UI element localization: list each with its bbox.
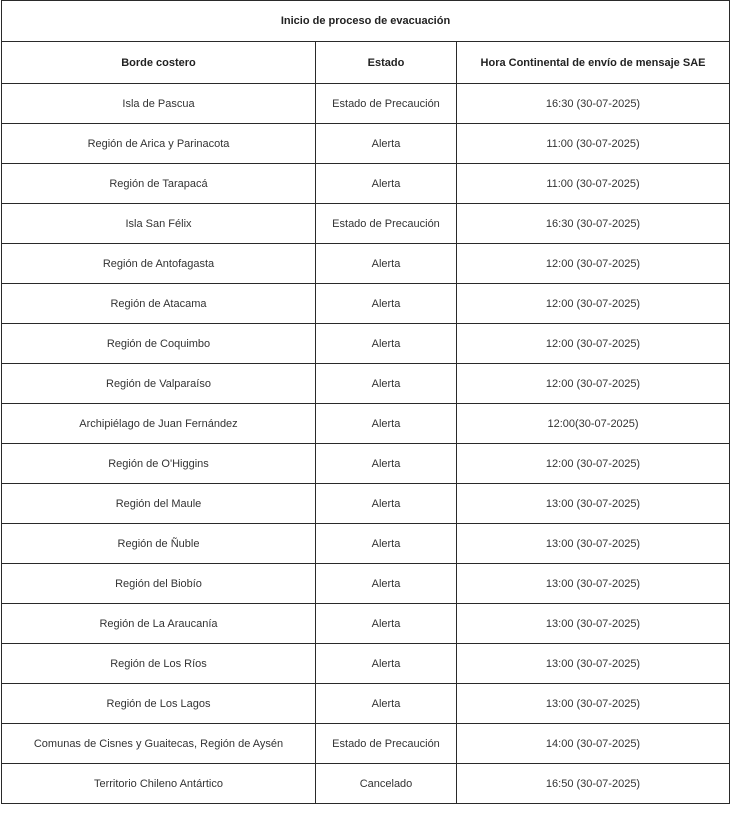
table-row — [2, 444, 730, 484]
estado-cell: Alerta — [316, 484, 457, 524]
borde-costero-cell: Región de Tarapacá — [2, 164, 316, 204]
table-row — [2, 364, 730, 404]
estado-cell: Cancelado — [316, 764, 457, 804]
borde-costero-cell: Región de La Araucanía — [2, 604, 316, 644]
table-row — [2, 124, 730, 164]
borde-costero-cell: Región de Antofagasta — [2, 244, 316, 284]
table-body — [2, 84, 730, 804]
table-row — [2, 684, 730, 724]
borde-costero-cell: Archipiélago de Juan Fernández — [2, 404, 316, 444]
table-row — [2, 604, 730, 644]
hora-cell: 16:30 (30-07-2025) — [457, 84, 730, 124]
hora-cell: 13:00 (30-07-2025) — [457, 564, 730, 604]
estado-cell: Alerta — [316, 324, 457, 364]
table-row — [2, 284, 730, 324]
estado-cell: Estado de Precaución — [316, 84, 457, 124]
hora-cell: 14:00 (30-07-2025) — [457, 724, 730, 764]
table-row — [2, 724, 730, 764]
estado-cell: Alerta — [316, 604, 457, 644]
borde-costero-cell: Región del Biobío — [2, 564, 316, 604]
hora-cell: 12:00 (30-07-2025) — [457, 284, 730, 324]
borde-costero-cell: Región de Ñuble — [2, 524, 316, 564]
table-title: Inicio de proceso de evacuación — [2, 1, 730, 42]
hora-cell: 13:00 (30-07-2025) — [457, 644, 730, 684]
table-row — [2, 764, 730, 804]
estado-cell: Estado de Precaución — [316, 724, 457, 764]
table-row — [2, 204, 730, 244]
hora-cell: 12:00 (30-07-2025) — [457, 324, 730, 364]
borde-costero-cell: Región de Atacama — [2, 284, 316, 324]
borde-costero-cell: Región de O'Higgins — [2, 444, 316, 484]
borde-costero-cell: Región de Coquimbo — [2, 324, 316, 364]
table-row — [2, 564, 730, 604]
table-row — [2, 164, 730, 204]
column-header-estado: Estado — [316, 42, 457, 84]
column-header-borde-costero: Borde costero — [2, 42, 316, 84]
hora-cell: 12:00 (30-07-2025) — [457, 364, 730, 404]
column-header-hora: Hora Continental de envío de mensaje SAE — [457, 42, 730, 84]
table-row — [2, 644, 730, 684]
borde-costero-cell: Región del Maule — [2, 484, 316, 524]
table-row — [2, 404, 730, 444]
hora-cell: 16:30 (30-07-2025) — [457, 204, 730, 244]
borde-costero-cell: Isla de Pascua — [2, 84, 316, 124]
hora-cell: 12:00 (30-07-2025) — [457, 444, 730, 484]
hora-cell: 13:00 (30-07-2025) — [457, 524, 730, 564]
borde-costero-cell: Territorio Chileno Antártico — [2, 764, 316, 804]
borde-costero-cell: Región de Arica y Parinacota — [2, 124, 316, 164]
table-title-row — [2, 1, 730, 42]
hora-cell: 12:00 (30-07-2025) — [457, 244, 730, 284]
hora-cell: 13:00 (30-07-2025) — [457, 484, 730, 524]
table-header-row — [2, 42, 730, 84]
table-row — [2, 484, 730, 524]
estado-cell: Alerta — [316, 284, 457, 324]
table-row — [2, 244, 730, 284]
hora-cell: 12:00(30-07-2025) — [457, 404, 730, 444]
hora-cell: 11:00 (30-07-2025) — [457, 164, 730, 204]
borde-costero-cell: Comunas de Cisnes y Guaitecas, Región de Aysén — [2, 724, 316, 764]
borde-costero-cell: Región de Los Lagos — [2, 684, 316, 724]
table-row — [2, 524, 730, 564]
borde-costero-cell: Isla San Félix — [2, 204, 316, 244]
hora-cell: 16:50 (30-07-2025) — [457, 764, 730, 804]
estado-cell: Alerta — [316, 164, 457, 204]
estado-cell: Alerta — [316, 364, 457, 404]
hora-cell: 13:00 (30-07-2025) — [457, 604, 730, 644]
estado-cell: Alerta — [316, 404, 457, 444]
estado-cell: Alerta — [316, 124, 457, 164]
estado-cell: Estado de Precaución — [316, 204, 457, 244]
table-row — [2, 324, 730, 364]
estado-cell: Alerta — [316, 644, 457, 684]
estado-cell: Alerta — [316, 444, 457, 484]
estado-cell: Alerta — [316, 564, 457, 604]
estado-cell: Alerta — [316, 684, 457, 724]
borde-costero-cell: Región de Los Ríos — [2, 644, 316, 684]
borde-costero-cell: Región de Valparaíso — [2, 364, 316, 404]
hora-cell: 11:00 (30-07-2025) — [457, 124, 730, 164]
evacuation-table — [1, 0, 730, 804]
estado-cell: Alerta — [316, 244, 457, 284]
estado-cell: Alerta — [316, 524, 457, 564]
hora-cell: 13:00 (30-07-2025) — [457, 684, 730, 724]
table-row — [2, 84, 730, 124]
